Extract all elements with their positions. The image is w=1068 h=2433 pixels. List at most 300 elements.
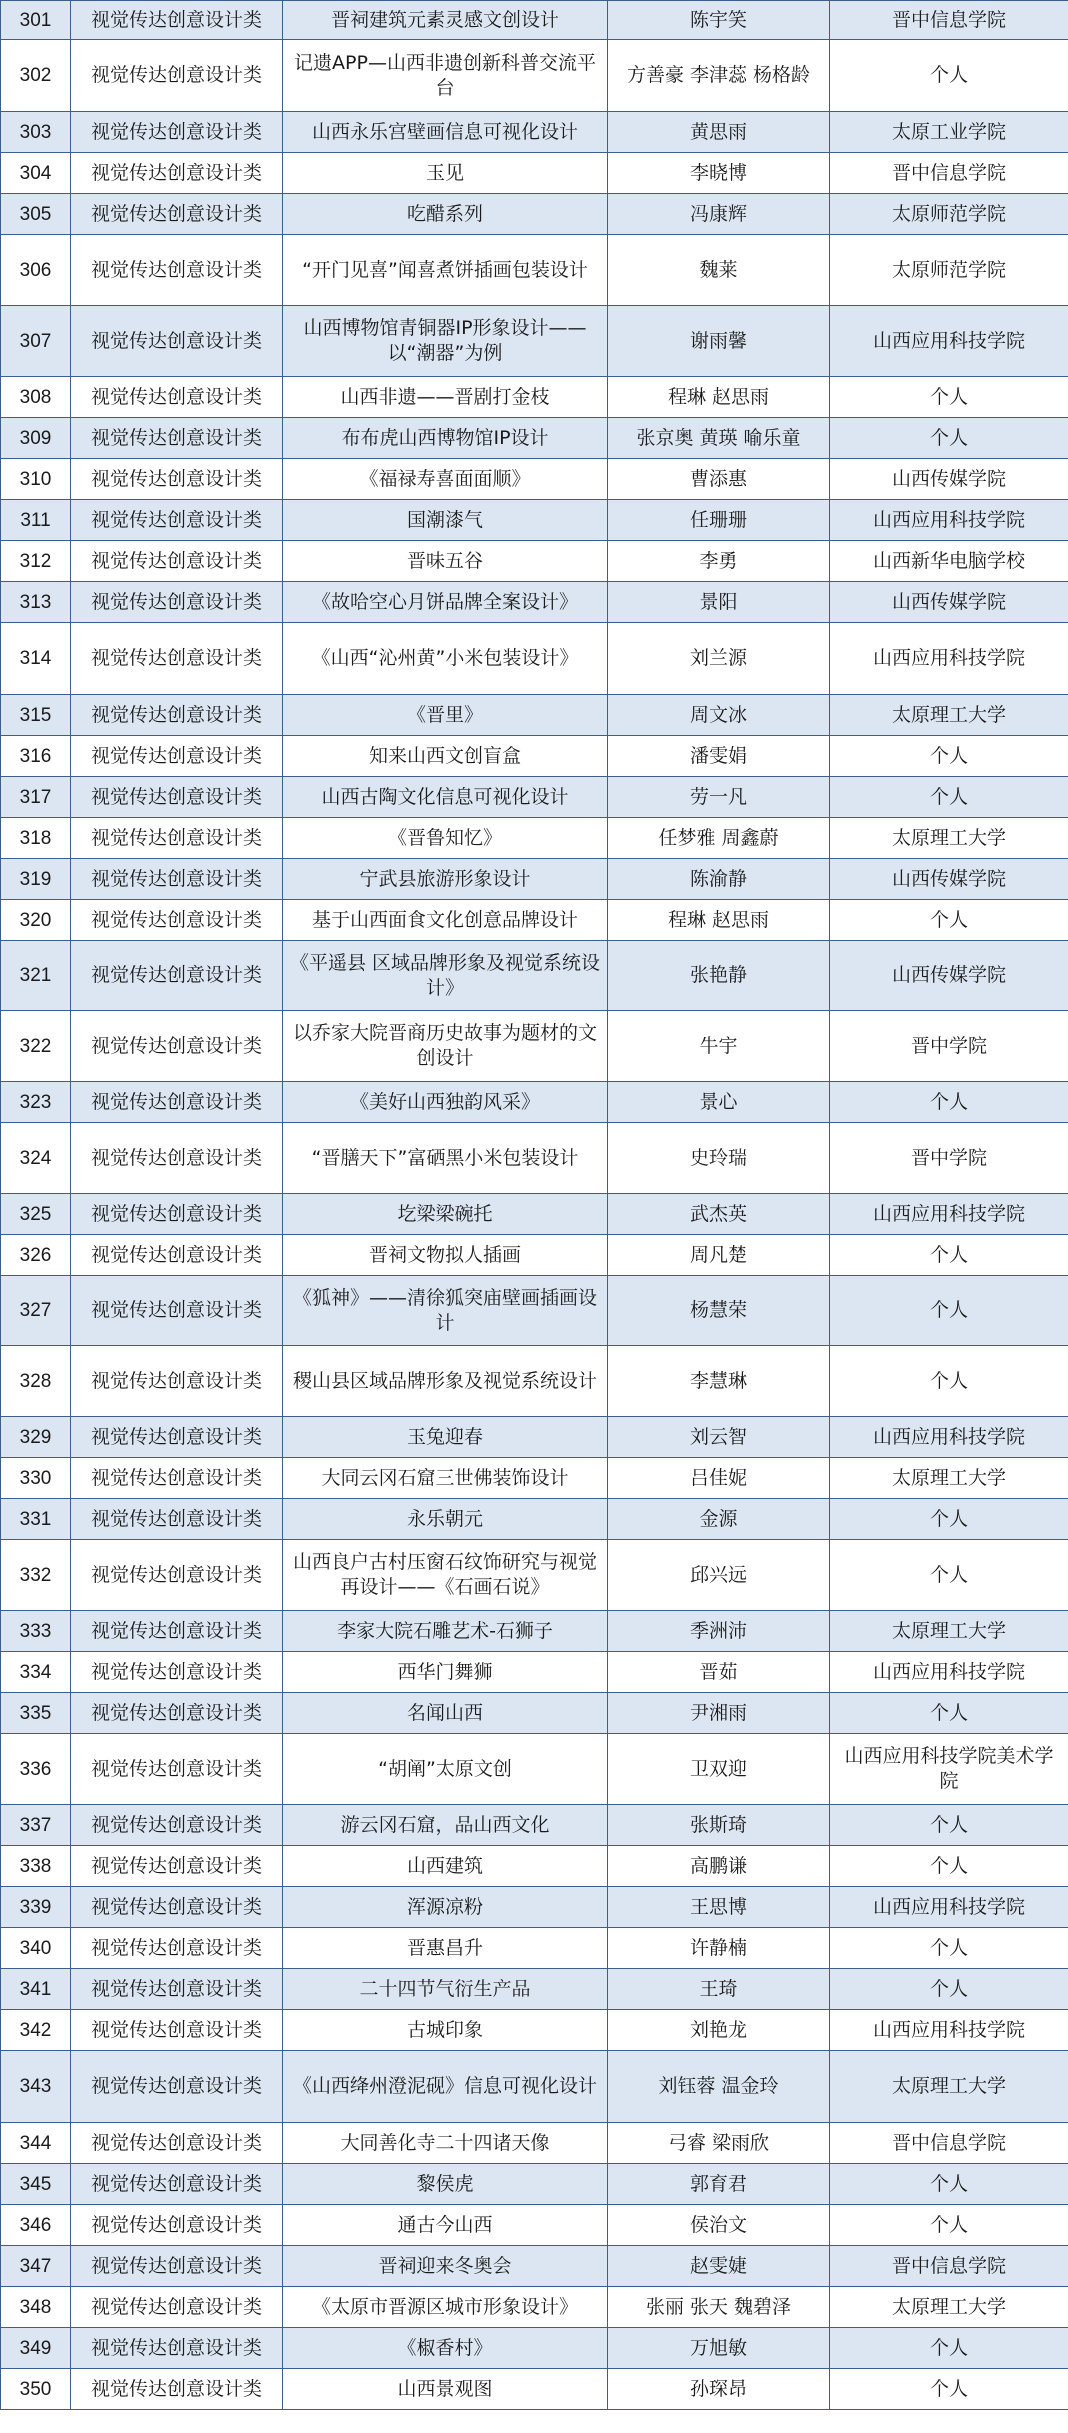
work-title-cell: 山西景观图	[283, 2369, 608, 2410]
table-row	[1, 1846, 1068, 1887]
author-cell: 史玲瑞	[608, 1123, 830, 1194]
author-cell: 刘云智	[608, 1417, 830, 1458]
table-row	[1, 1011, 1068, 1082]
category-cell: 视觉传达创意设计类	[71, 1276, 283, 1346]
row-number: 343	[1, 2051, 71, 2123]
work-title-cell: 大同云冈石窟三世佛装饰设计	[283, 1458, 608, 1499]
row-number: 307	[1, 306, 71, 377]
row-number: 345	[1, 2164, 71, 2205]
work-title-cell: 《福禄寿喜面面顺》	[283, 459, 608, 500]
category-cell: 视觉传达创意设计类	[71, 1805, 283, 1846]
author-cell: 任珊珊	[608, 500, 830, 541]
row-number: 338	[1, 1846, 71, 1887]
work-title-cell: 山西古陶文化信息可视化设计	[283, 777, 608, 818]
author-cell: 张斯琦	[608, 1805, 830, 1846]
row-number: 325	[1, 1194, 71, 1235]
author-cell: 潘雯娟	[608, 736, 830, 777]
school-cell: 个人	[830, 2164, 1068, 2205]
table-row	[1, 1194, 1068, 1235]
table-row	[1, 818, 1068, 859]
row-number: 319	[1, 859, 71, 900]
school-cell: 山西应用科技学院	[830, 1194, 1068, 1235]
school-cell: 山西传媒学院	[830, 582, 1068, 623]
category-cell: 视觉传达创意设计类	[71, 2164, 283, 2205]
work-title-cell: 游云冈石窟，品山西文化	[283, 1805, 608, 1846]
work-title-cell: 《美好山西独韵风采》	[283, 1082, 608, 1123]
school-cell: 太原师范学院	[830, 235, 1068, 306]
row-number: 303	[1, 112, 71, 153]
table-row	[1, 1235, 1068, 1276]
school-cell: 山西应用科技学院	[830, 623, 1068, 695]
table-row	[1, 2164, 1068, 2205]
author-cell: 张丽 张天 魏碧泽	[608, 2287, 830, 2328]
school-cell: 山西应用科技学院	[830, 306, 1068, 377]
row-number: 309	[1, 418, 71, 459]
row-number: 340	[1, 1928, 71, 1969]
table-body	[1, 1, 1068, 2410]
row-number: 326	[1, 1235, 71, 1276]
category-cell: 视觉传达创意设计类	[71, 1123, 283, 1194]
author-cell: 牛宇	[608, 1011, 830, 1082]
work-title-cell: 吃醋系列	[283, 194, 608, 235]
author-cell: 魏莱	[608, 235, 830, 306]
school-cell: 晋中学院	[830, 1011, 1068, 1082]
author-cell: 尹湘雨	[608, 1693, 830, 1734]
school-cell: 太原理工大学	[830, 2051, 1068, 2123]
row-number: 334	[1, 1652, 71, 1693]
table-row	[1, 1734, 1068, 1805]
school-cell: 太原师范学院	[830, 194, 1068, 235]
work-title-cell: 黎侯虎	[283, 2164, 608, 2205]
school-cell: 个人	[830, 1540, 1068, 1611]
table-row	[1, 2369, 1068, 2410]
table-row	[1, 1, 1068, 40]
row-number: 332	[1, 1540, 71, 1611]
work-title-cell: 晋惠昌升	[283, 1928, 608, 1969]
work-title-cell: 稷山县区域品牌形象及视觉系统设计	[283, 1346, 608, 1417]
work-title-cell: 山西良户古村压窗石纹饰研究与视觉再设计——《石画石说》	[283, 1540, 608, 1611]
table-row	[1, 2328, 1068, 2369]
author-cell: 陈渝静	[608, 859, 830, 900]
work-title-cell: 宁武县旅游形象设计	[283, 859, 608, 900]
category-cell: 视觉传达创意设计类	[71, 1, 283, 40]
author-cell: 季洲沛	[608, 1611, 830, 1652]
author-cell: 万旭敏	[608, 2328, 830, 2369]
author-cell: 刘艳龙	[608, 2010, 830, 2051]
table-row	[1, 1123, 1068, 1194]
author-cell: 侯治文	[608, 2205, 830, 2246]
category-cell: 视觉传达创意设计类	[71, 377, 283, 418]
author-cell: 李勇	[608, 541, 830, 582]
category-cell: 视觉传达创意设计类	[71, 623, 283, 695]
table-row	[1, 1499, 1068, 1540]
author-cell: 郭育君	[608, 2164, 830, 2205]
row-number: 322	[1, 1011, 71, 1082]
category-cell: 视觉传达创意设计类	[71, 2369, 283, 2410]
work-title-cell: 玉兔迎春	[283, 1417, 608, 1458]
author-cell: 任梦雅 周鑫蔚	[608, 818, 830, 859]
work-title-cell: 以乔家大院晋商历史故事为题材的文创设计	[283, 1011, 608, 1082]
work-title-cell: 晋祠迎来冬奥会	[283, 2246, 608, 2287]
category-cell: 视觉传达创意设计类	[71, 941, 283, 1011]
author-cell: 王琦	[608, 1969, 830, 2010]
author-cell: 谢雨馨	[608, 306, 830, 377]
author-cell: 孙琛昂	[608, 2369, 830, 2410]
school-cell: 个人	[830, 1805, 1068, 1846]
work-title-cell: 《山西“沁州黄”小米包装设计》	[283, 623, 608, 695]
author-cell: 程琳 赵思雨	[608, 900, 830, 941]
work-title-cell: 圪梁梁碗托	[283, 1194, 608, 1235]
row-number: 341	[1, 1969, 71, 2010]
author-cell: 黄思雨	[608, 112, 830, 153]
table-row	[1, 377, 1068, 418]
table-row	[1, 1417, 1068, 1458]
category-cell: 视觉传达创意设计类	[71, 1928, 283, 1969]
row-number: 320	[1, 900, 71, 941]
category-cell: 视觉传达创意设计类	[71, 1082, 283, 1123]
table-row	[1, 306, 1068, 377]
school-cell: 山西应用科技学院	[830, 1887, 1068, 1928]
school-cell: 晋中学院	[830, 1123, 1068, 1194]
author-cell: 许静楠	[608, 1928, 830, 1969]
table-row	[1, 695, 1068, 736]
author-cell: 赵雯婕	[608, 2246, 830, 2287]
school-cell: 山西应用科技学院	[830, 1652, 1068, 1693]
school-cell: 晋中信息学院	[830, 2123, 1068, 2164]
category-cell: 视觉传达创意设计类	[71, 418, 283, 459]
work-title-cell: “晋膳天下”富硒黑小米包装设计	[283, 1123, 608, 1194]
category-cell: 视觉传达创意设计类	[71, 1011, 283, 1082]
school-cell: 个人	[830, 777, 1068, 818]
school-cell: 山西应用科技学院	[830, 500, 1068, 541]
category-cell: 视觉传达创意设计类	[71, 1887, 283, 1928]
table-row	[1, 1540, 1068, 1611]
row-number: 335	[1, 1693, 71, 1734]
row-number: 342	[1, 2010, 71, 2051]
author-cell: 高鹏谦	[608, 1846, 830, 1887]
school-cell: 太原理工大学	[830, 818, 1068, 859]
school-cell: 太原理工大学	[830, 1611, 1068, 1652]
table-row	[1, 194, 1068, 235]
work-title-cell: 李家大院石雕艺术-石狮子	[283, 1611, 608, 1652]
school-cell: 太原理工大学	[830, 695, 1068, 736]
work-title-cell: 《晋里》	[283, 695, 608, 736]
work-title-cell: 知来山西文创盲盒	[283, 736, 608, 777]
row-number: 344	[1, 2123, 71, 2164]
author-cell: 杨慧荣	[608, 1276, 830, 1346]
school-cell: 晋中信息学院	[830, 153, 1068, 194]
school-cell: 晋中信息学院	[830, 1, 1068, 40]
author-cell: 晋茹	[608, 1652, 830, 1693]
work-title-cell: 晋祠建筑元素灵感文创设计	[283, 1, 608, 40]
work-title-cell: “开门见喜”闻喜煮饼插画包装设计	[283, 235, 608, 306]
row-number: 321	[1, 941, 71, 1011]
work-title-cell: 二十四节气衍生产品	[283, 1969, 608, 2010]
row-number: 349	[1, 2328, 71, 2369]
work-title-cell: 《狐神》——清徐狐突庙壁画插画设计	[283, 1276, 608, 1346]
school-cell: 山西应用科技学院	[830, 2010, 1068, 2051]
table-row	[1, 2287, 1068, 2328]
table-row	[1, 777, 1068, 818]
author-cell: 王思博	[608, 1887, 830, 1928]
work-title-cell: 晋祠文物拟人插画	[283, 1235, 608, 1276]
table-row	[1, 1611, 1068, 1652]
table-row	[1, 235, 1068, 306]
author-cell: 程琳 赵思雨	[608, 377, 830, 418]
table-row	[1, 1346, 1068, 1417]
work-title-cell: 《故哈空心月饼品牌全案设计》	[283, 582, 608, 623]
row-number: 331	[1, 1499, 71, 1540]
row-number: 308	[1, 377, 71, 418]
category-cell: 视觉传达创意设计类	[71, 1417, 283, 1458]
category-cell: 视觉传达创意设计类	[71, 736, 283, 777]
table-row	[1, 1693, 1068, 1734]
work-title-cell: 山西建筑	[283, 1846, 608, 1887]
category-cell: 视觉传达创意设计类	[71, 1346, 283, 1417]
author-cell: 景心	[608, 1082, 830, 1123]
category-cell: 视觉传达创意设计类	[71, 2123, 283, 2164]
category-cell: 视觉传达创意设计类	[71, 1235, 283, 1276]
author-cell: 弓睿 梁雨欣	[608, 2123, 830, 2164]
row-number: 305	[1, 194, 71, 235]
category-cell: 视觉传达创意设计类	[71, 2051, 283, 2123]
category-cell: 视觉传达创意设计类	[71, 40, 283, 112]
author-cell: 刘兰源	[608, 623, 830, 695]
table-row	[1, 1928, 1068, 1969]
row-number: 329	[1, 1417, 71, 1458]
school-cell: 太原理工大学	[830, 2287, 1068, 2328]
category-cell: 视觉传达创意设计类	[71, 1194, 283, 1235]
row-number: 306	[1, 235, 71, 306]
work-title-cell: 《晋鲁知忆》	[283, 818, 608, 859]
table-row	[1, 500, 1068, 541]
table-row	[1, 1276, 1068, 1346]
category-cell: 视觉传达创意设计类	[71, 541, 283, 582]
category-cell: 视觉传达创意设计类	[71, 1969, 283, 2010]
table-row	[1, 418, 1068, 459]
row-number: 348	[1, 2287, 71, 2328]
school-cell: 太原工业学院	[830, 112, 1068, 153]
author-cell: 刘钰蓉 温金玲	[608, 2051, 830, 2123]
row-number: 333	[1, 1611, 71, 1652]
table-row	[1, 459, 1068, 500]
row-number: 346	[1, 2205, 71, 2246]
category-cell: 视觉传达创意设计类	[71, 194, 283, 235]
work-title-cell: 通古今山西	[283, 2205, 608, 2246]
category-cell: 视觉传达创意设计类	[71, 2205, 283, 2246]
category-cell: 视觉传达创意设计类	[71, 2246, 283, 2287]
row-number: 337	[1, 1805, 71, 1846]
row-number: 330	[1, 1458, 71, 1499]
author-cell: 吕佳妮	[608, 1458, 830, 1499]
work-title-cell: 基于山西面食文化创意品牌设计	[283, 900, 608, 941]
school-cell: 个人	[830, 1082, 1068, 1123]
table-row	[1, 1082, 1068, 1123]
category-cell: 视觉传达创意设计类	[71, 818, 283, 859]
category-cell: 视觉传达创意设计类	[71, 695, 283, 736]
school-cell: 个人	[830, 377, 1068, 418]
category-cell: 视觉传达创意设计类	[71, 235, 283, 306]
work-title-cell: 玉见	[283, 153, 608, 194]
category-cell: 视觉传达创意设计类	[71, 859, 283, 900]
school-cell: 山西传媒学院	[830, 859, 1068, 900]
row-number: 316	[1, 736, 71, 777]
table-row	[1, 2010, 1068, 2051]
table-row	[1, 1887, 1068, 1928]
table-row	[1, 1969, 1068, 2010]
category-cell: 视觉传达创意设计类	[71, 1734, 283, 1805]
category-cell: 视觉传达创意设计类	[71, 1611, 283, 1652]
school-cell: 个人	[830, 1693, 1068, 1734]
author-cell: 陈宇笑	[608, 1, 830, 40]
row-number: 327	[1, 1276, 71, 1346]
work-title-cell: 山西博物馆青铜器IP形象设计——以“潮器”为例	[283, 306, 608, 377]
school-cell: 个人	[830, 1928, 1068, 1969]
category-cell: 视觉传达创意设计类	[71, 459, 283, 500]
author-cell: 景阳	[608, 582, 830, 623]
school-cell: 个人	[830, 1276, 1068, 1346]
work-title-cell: “胡阐”太原文创	[283, 1734, 608, 1805]
category-cell: 视觉传达创意设计类	[71, 500, 283, 541]
work-title-cell: 名闻山西	[283, 1693, 608, 1734]
work-title-cell: 《太原市晋源区城市形象设计》	[283, 2287, 608, 2328]
work-title-cell: 晋味五谷	[283, 541, 608, 582]
table-row	[1, 900, 1068, 941]
category-cell: 视觉传达创意设计类	[71, 2287, 283, 2328]
school-cell: 山西传媒学院	[830, 941, 1068, 1011]
work-title-cell: 《山西绛州澄泥砚》信息可视化设计	[283, 2051, 608, 2123]
author-cell: 金源	[608, 1499, 830, 1540]
row-number: 301	[1, 1, 71, 40]
school-cell: 个人	[830, 1846, 1068, 1887]
row-number: 318	[1, 818, 71, 859]
row-number: 312	[1, 541, 71, 582]
school-cell: 个人	[830, 2328, 1068, 2369]
category-cell: 视觉传达创意设计类	[71, 777, 283, 818]
author-cell: 李慧琳	[608, 1346, 830, 1417]
table-row	[1, 2051, 1068, 2123]
author-cell: 张艳静	[608, 941, 830, 1011]
work-title-cell: 山西永乐宫壁画信息可视化设计	[283, 112, 608, 153]
table-row	[1, 1652, 1068, 1693]
table-row	[1, 2123, 1068, 2164]
table-row	[1, 2246, 1068, 2287]
row-number: 314	[1, 623, 71, 695]
school-cell: 个人	[830, 418, 1068, 459]
row-number: 324	[1, 1123, 71, 1194]
category-cell: 视觉传达创意设计类	[71, 153, 283, 194]
work-title-cell: 国潮漆气	[283, 500, 608, 541]
work-title-cell: 浑源凉粉	[283, 1887, 608, 1928]
category-cell: 视觉传达创意设计类	[71, 1652, 283, 1693]
table-row	[1, 2205, 1068, 2246]
category-cell: 视觉传达创意设计类	[71, 1458, 283, 1499]
school-cell: 太原理工大学	[830, 1458, 1068, 1499]
author-cell: 周文冰	[608, 695, 830, 736]
school-cell: 个人	[830, 2205, 1068, 2246]
work-title-cell: 古城印象	[283, 2010, 608, 2051]
work-title-cell: 《椒香村》	[283, 2328, 608, 2369]
author-cell: 武杰英	[608, 1194, 830, 1235]
author-cell: 卫双迎	[608, 1734, 830, 1805]
work-title-cell: 西华门舞狮	[283, 1652, 608, 1693]
table-row	[1, 623, 1068, 695]
work-title-cell: 布布虎山西博物馆IP设计	[283, 418, 608, 459]
category-cell: 视觉传达创意设计类	[71, 1540, 283, 1611]
category-cell: 视觉传达创意设计类	[71, 582, 283, 623]
category-cell: 视觉传达创意设计类	[71, 1846, 283, 1887]
school-cell: 山西应用科技学院	[830, 1417, 1068, 1458]
school-cell: 个人	[830, 1346, 1068, 1417]
table-row	[1, 736, 1068, 777]
work-title-cell: 《平遥县 区域品牌形象及视觉系统设计》	[283, 941, 608, 1011]
row-number: 304	[1, 153, 71, 194]
row-number: 347	[1, 2246, 71, 2287]
table-row	[1, 859, 1068, 900]
author-cell: 曹添惠	[608, 459, 830, 500]
school-cell: 个人	[830, 736, 1068, 777]
school-cell: 个人	[830, 1499, 1068, 1540]
author-cell: 劳一凡	[608, 777, 830, 818]
table-row	[1, 40, 1068, 112]
category-cell: 视觉传达创意设计类	[71, 2010, 283, 2051]
school-cell: 个人	[830, 900, 1068, 941]
author-cell: 方善豪 李津蕊 杨格龄	[608, 40, 830, 112]
table-row	[1, 1805, 1068, 1846]
table-row	[1, 941, 1068, 1011]
school-cell: 山西新华电脑学校	[830, 541, 1068, 582]
table-row	[1, 541, 1068, 582]
school-cell: 山西应用科技学院美术学院	[830, 1734, 1068, 1805]
school-cell: 个人	[830, 40, 1068, 112]
row-number: 302	[1, 40, 71, 112]
author-cell: 邱兴远	[608, 1540, 830, 1611]
table-row	[1, 112, 1068, 153]
category-cell: 视觉传达创意设计类	[71, 306, 283, 377]
school-cell: 个人	[830, 1235, 1068, 1276]
table-row	[1, 582, 1068, 623]
school-cell: 晋中信息学院	[830, 2246, 1068, 2287]
row-number: 313	[1, 582, 71, 623]
row-number: 317	[1, 777, 71, 818]
author-cell: 冯康辉	[608, 194, 830, 235]
category-cell: 视觉传达创意设计类	[71, 1693, 283, 1734]
school-cell: 个人	[830, 1969, 1068, 2010]
category-cell: 视觉传达创意设计类	[71, 112, 283, 153]
row-number: 310	[1, 459, 71, 500]
author-cell: 李晓博	[608, 153, 830, 194]
work-title-cell: 永乐朝元	[283, 1499, 608, 1540]
row-number: 328	[1, 1346, 71, 1417]
author-cell: 张京奥 黄瑛 喻乐童	[608, 418, 830, 459]
school-cell: 山西传媒学院	[830, 459, 1068, 500]
school-cell: 个人	[830, 2369, 1068, 2410]
row-number: 350	[1, 2369, 71, 2410]
work-title-cell: 山西非遗——晋剧打金枝	[283, 377, 608, 418]
work-title-cell: 记遗APP—山西非遗创新科普交流平台	[283, 40, 608, 112]
category-cell: 视觉传达创意设计类	[71, 2328, 283, 2369]
table-row	[1, 1458, 1068, 1499]
row-number: 315	[1, 695, 71, 736]
category-cell: 视觉传达创意设计类	[71, 900, 283, 941]
author-cell: 周凡楚	[608, 1235, 830, 1276]
table-row	[1, 153, 1068, 194]
row-number: 311	[1, 500, 71, 541]
category-cell: 视觉传达创意设计类	[71, 1499, 283, 1540]
row-number: 339	[1, 1887, 71, 1928]
row-number: 336	[1, 1734, 71, 1805]
row-number: 323	[1, 1082, 71, 1123]
